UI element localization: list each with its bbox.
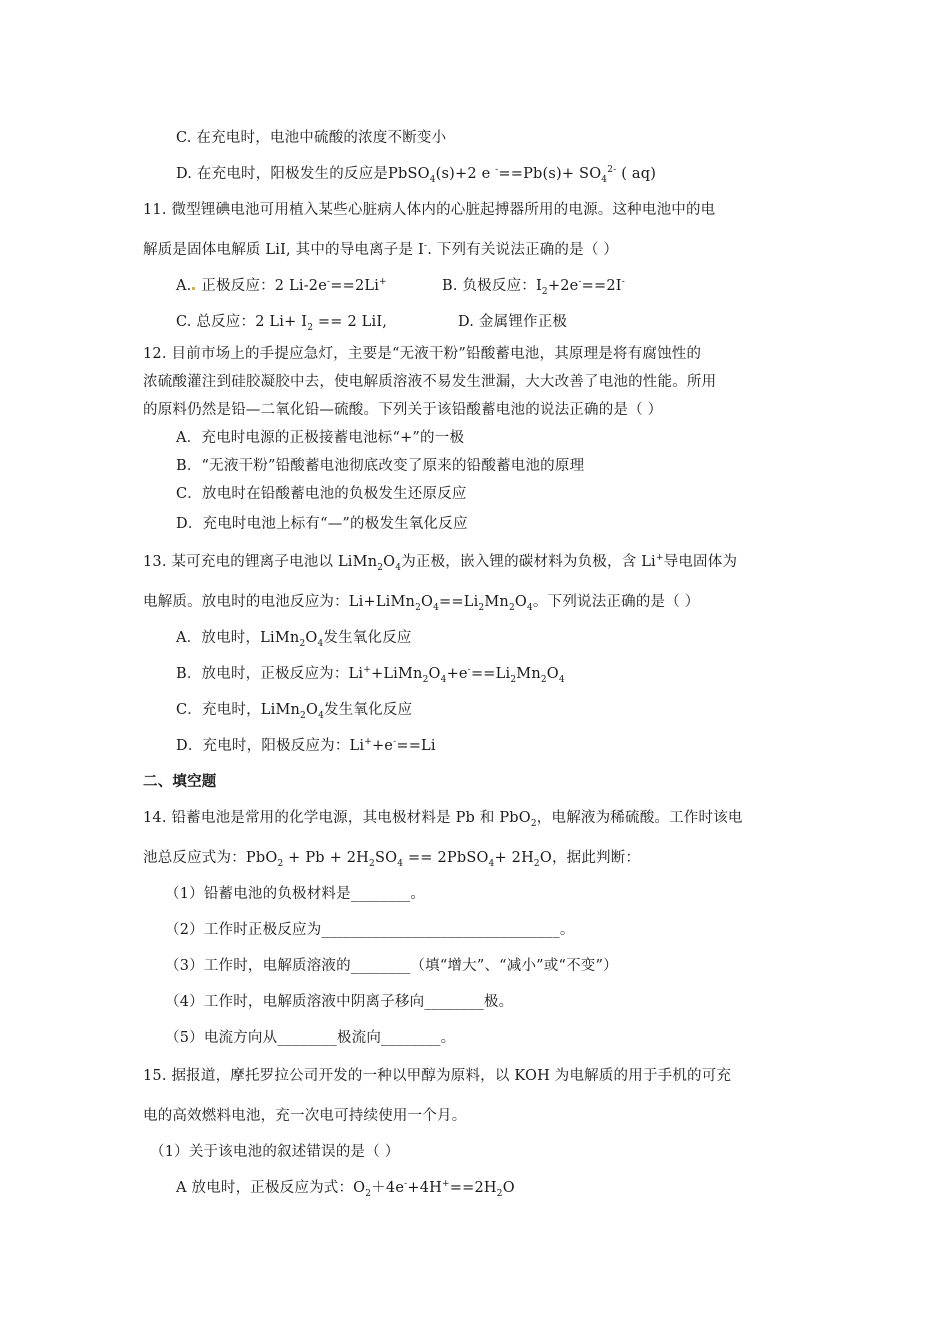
q12-option-b: B．“无液干粉”铅酸蓄电池彻底改变了原来的铅酸蓄电池的原理: [176, 458, 585, 474]
section-heading-fill-in: 二、填空题: [143, 773, 217, 790]
q11-option-b: B. 负极反应：$I_2+2e^-==2I^-$: [442, 277, 625, 297]
q12-stem-line1: 12. 目前市场上的手提应急灯，主要是“无液干粉”铅酸蓄电池，其原理是将有腐蚀性的: [143, 346, 702, 362]
q13-option-b: B．放电时，正极反应为：$Li^++LiMn_2O_4+e^-==Li_2Mn_2O_4$: [176, 665, 565, 685]
q14-stem-line1: 14. 铅蓄电池是常用的化学电源，其电极材料是 Pb 和 PbO$_2$，电解液为稀硫酸。工作时该电: [143, 810, 743, 829]
q15-part-1: （1）关于该电池的叙述错误的是（ ）: [150, 1144, 400, 1160]
q14-part-1: （1）铅蓄电池的负极材料是________。: [165, 886, 426, 902]
q11-option-d: D. 金属锂作正极: [458, 314, 568, 330]
q15-stem-line1: 15. 据报道，摩托罗拉公司开发的一种以甲醇为原料，以 KOH 为电解质的用于手机的可充: [143, 1068, 732, 1084]
q13-option-d: D．充电时，阳极反应为：Li++e-==Li: [176, 737, 436, 754]
q11-option-c: C. 总反应：2 $Li+ I_2 == 2$ LiI,: [176, 314, 388, 333]
q13-option-c: C．充电时，$LiMn_2O_4$发生氧化反应: [176, 702, 413, 721]
q10-option-d: D. 在充电时，阳极发生的反应是PbSO$_4$(s)+2 e $^-==Pb(s)+ SO_4^{2-}$ ( aq): [176, 165, 657, 185]
q11-option-a: A. 正极反应：2 Li-2e-==2Li+: [176, 277, 387, 294]
q10-option-c: C. 在充电时，电池中硫酸的浓度不断变小: [176, 130, 447, 146]
q14-part-5: （5）电流方向从________极流向________。: [165, 1030, 456, 1046]
q13-stem-line2: 电解质。放电时的电池反应为：$Li+LiMn_2O_4==Li_2Mn_2O_4$。下列说法正确的是（ ）: [143, 594, 700, 613]
q12-option-a: A．充电时电源的正极接蓄电池标“+”的一极: [176, 430, 465, 446]
q15-stem-line2: 电的高效燃料电池，充一次电可持续使用一个月。: [143, 1108, 467, 1124]
q14-part-2: （2）工作时正极反应为________________________________。: [165, 922, 575, 938]
q12-stem-line3: 的原料仍然是铅—二氧化铅—硫酸。下列关于该铅酸蓄电池的说法正确的是（ ）: [143, 402, 663, 418]
q12-option-c: C．放电时在铅酸蓄电池的负极发生还原反应: [176, 486, 467, 502]
q15-option-a: A 放电时，正极反应为式：$O_2+4e^-+4H^+==2H_2O$: [176, 1179, 515, 1199]
q14-stem-line2: 池总反应式为：$PbO_2 + Pb + 2H_2SO_4$ == 2PbSO$_4$+ $2H_2O$，据此判断：: [143, 850, 641, 869]
q13-stem-line1: 13. 某可充电的锂离子电池以 $LiMn_2O_4$为正极，嵌入锂的碳材料为负极，含 Li+导电固体为: [143, 553, 738, 573]
q12-stem-line2: 浓硫酸灌注到硅胶凝胶中去，使电解质溶液不易发生泄漏，大大改善了电池的性能。所用: [143, 374, 717, 390]
q11-stem-line1: 11. 微型锂碘电池可用植入某些心脏病人体内的心脏起搏器所用的电源。这种电池中的电: [143, 202, 716, 218]
q11-stem-line2: 解质是固体电解质 LiI, 其中的导电离子是 I-. 下列有关说法正确的是（ ）: [143, 241, 619, 258]
q14-part-4: （4）工作时，电解质溶液中阴离子移向________极。: [165, 994, 514, 1010]
q13-option-a: A．放电时，$LiMn_2O_4$发生氧化反应: [176, 630, 412, 649]
q12-option-d: D．充电时电池上标有“—”的极发生氧化反应: [176, 516, 468, 532]
q14-part-3: （3）工作时，电解质溶液的________（填“增大”、“减小”或“不变”）: [165, 958, 618, 974]
